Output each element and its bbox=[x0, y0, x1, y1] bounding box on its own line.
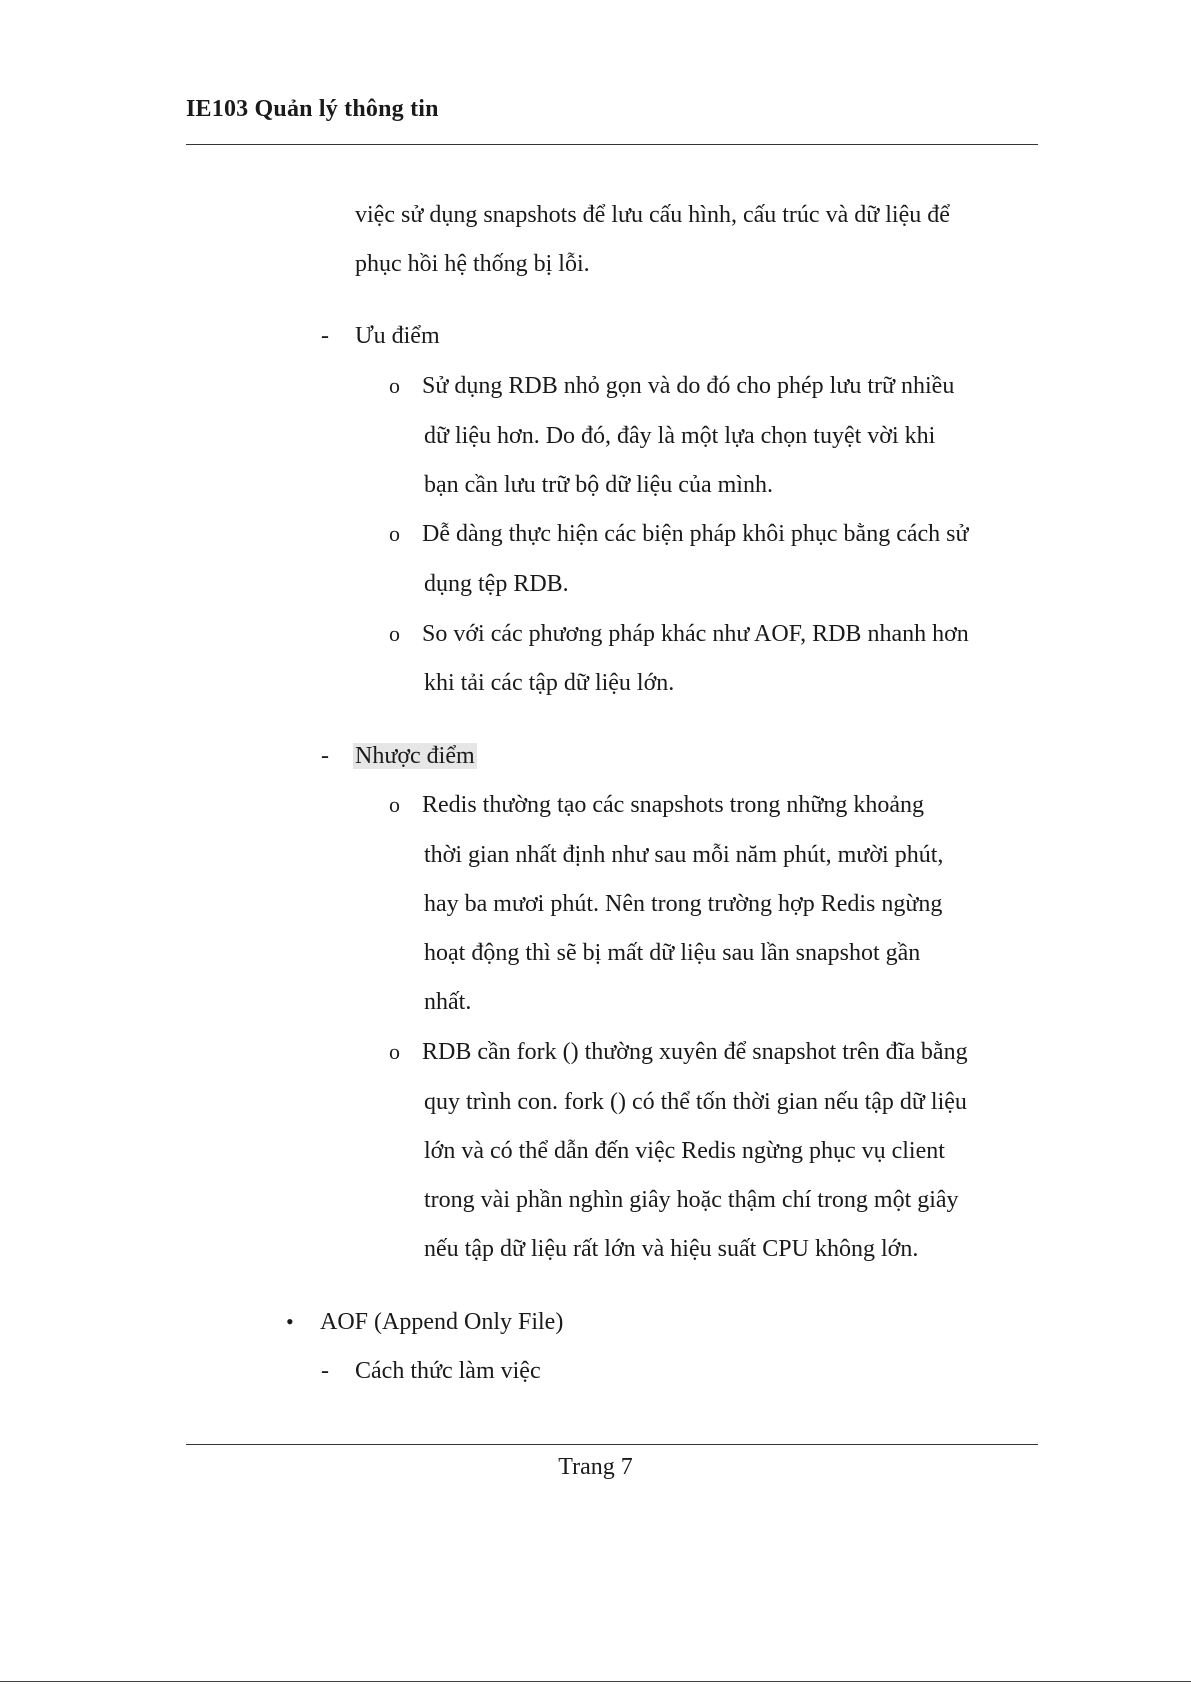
advantage-1-line-1: Sử dụng RDB nhỏ gọn và do đó cho phép lưu trữ nhiều bbox=[422, 373, 955, 399]
disadvantages-heading-highlight: Nhược điểm bbox=[355, 743, 475, 769]
disadvantage-2-line-2: quy trình con. fork () có thể tốn thời gian nếu tập dữ liệu bbox=[424, 1089, 967, 1115]
disadvantage-2-line-3: lớn và có thể dẫn đến việc Redis ngừng phục vụ client bbox=[424, 1138, 945, 1164]
advantage-3-circle-marker: o bbox=[389, 621, 400, 646]
advantage-2-line-2: dụng tệp RDB. bbox=[424, 571, 569, 597]
advantage-1-circle-marker: o bbox=[389, 373, 400, 398]
advantage-1-line-3: bạn cần lưu trữ bộ dữ liệu của mình. bbox=[424, 472, 773, 498]
continuation-line-1: việc sử dụng snapshots để lưu cấu hình, cấu trúc và dữ liệu để bbox=[355, 202, 950, 228]
disadvantage-1-line-5: nhất. bbox=[424, 989, 472, 1015]
disadvantage-1-circle-marker: o bbox=[389, 792, 400, 817]
aof-bullet-marker: • bbox=[286, 1309, 294, 1334]
document-header-title: IE103 Quản lý thông tin bbox=[186, 96, 439, 122]
disadvantage-2-line-4: trong vài phần nghìn giây hoặc thậm chí trong một giây bbox=[424, 1187, 959, 1213]
advantage-3-line-2: khi tải các tập dữ liệu lớn. bbox=[424, 670, 675, 696]
advantage-2-circle-marker: o bbox=[389, 521, 400, 546]
page-bottom-edge-line bbox=[0, 1681, 1191, 1682]
disadvantage-1-line-4: hoạt động thì sẽ bị mất dữ liệu sau lần snapshot gần bbox=[424, 940, 921, 966]
disadvantage-2-line-5: nếu tập dữ liệu rất lớn và hiệu suất CPU không lớn. bbox=[424, 1236, 919, 1262]
advantage-1-line-2: dữ liệu hơn. Do đó, đây là một lựa chọn tuyệt vời khi bbox=[424, 423, 936, 449]
disadvantages-heading bbox=[353, 741, 477, 771]
disadvantage-2-circle-marker: o bbox=[389, 1039, 400, 1064]
advantage-3-line-1: So với các phương pháp khác như AOF, RDB nhanh hơn bbox=[422, 621, 969, 647]
header-divider bbox=[186, 144, 1038, 145]
page-number: Trang 7 bbox=[558, 1454, 633, 1480]
disadvantage-1-line-2: thời gian nhất định như sau mỗi năm phút, mười phút, bbox=[424, 842, 944, 868]
disadvantage-2-line-1: RDB cần fork () thường xuyên để snapshot trên đĩa bằng bbox=[422, 1039, 968, 1065]
advantage-2-line-1: Dễ dàng thực hiện các biện pháp khôi phục bằng cách sử bbox=[422, 521, 969, 547]
aof-sub-heading: Cách thức làm việc bbox=[355, 1358, 541, 1384]
footer-divider bbox=[186, 1444, 1038, 1445]
continuation-line-2: phục hồi hệ thống bị lỗi. bbox=[355, 251, 590, 277]
aof-sub-dash-marker: - bbox=[321, 1358, 329, 1384]
advantages-heading: Ưu điểm bbox=[355, 323, 440, 349]
aof-label: AOF (Append Only File) bbox=[320, 1309, 564, 1335]
disadvantage-1-line-3: hay ba mươi phút. Nên trong trường hợp Redis ngừng bbox=[424, 891, 943, 917]
disadvantages-dash-marker: - bbox=[321, 743, 329, 769]
advantages-dash-marker: - bbox=[321, 323, 329, 349]
disadvantage-1-line-1: Redis thường tạo các snapshots trong những khoảng bbox=[422, 792, 924, 818]
